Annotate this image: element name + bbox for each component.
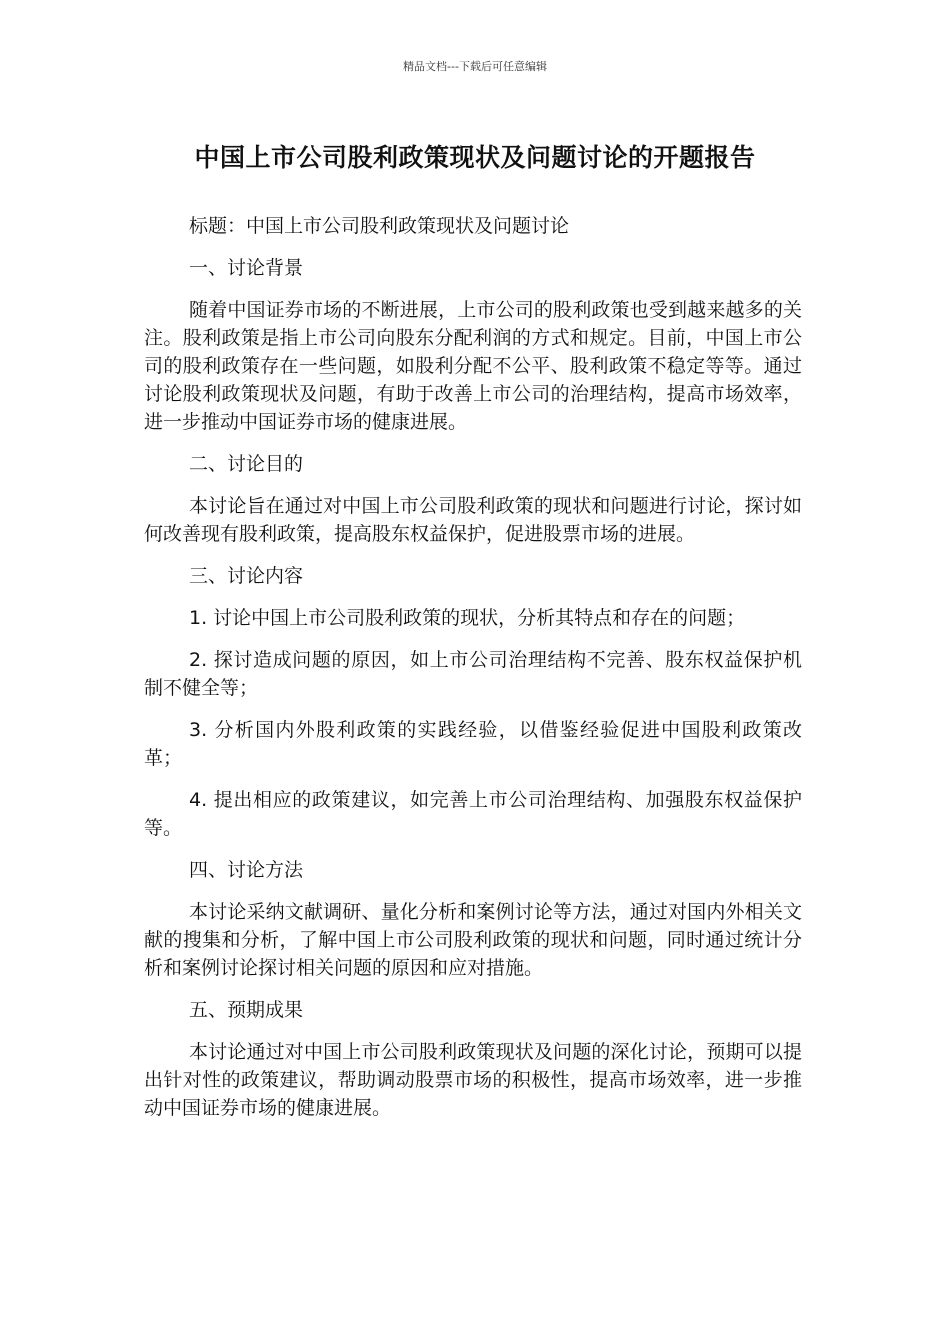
section-heading-content: 三、讨论内容 <box>189 565 304 587</box>
section-heading-purpose: 二、讨论目的 <box>189 453 304 475</box>
section-heading-outcome: 五、预期成果 <box>189 999 304 1021</box>
content-item-4: 4. 提出相应的政策建议，如完善上市公司治理结构、加强股东权益保护等。 <box>144 789 802 839</box>
subject-line: 标题：中国上市公司股利政策现状及问题讨论 <box>189 215 570 237</box>
content-item-2: 2. 探讨造成问题的原因，如上市公司治理结构不完善、股东权益保护机制不健全等； <box>144 649 802 699</box>
page-header-note: 精品文档---下载后可任意编辑 <box>403 60 547 73</box>
section-heading-background: 一、讨论背景 <box>189 257 304 279</box>
content-item-1: 1. 讨论中国上市公司股利政策的现状，分析其特点和存在的问题； <box>189 607 746 629</box>
outcome-paragraph: 本讨论通过对中国上市公司股利政策现状及问题的深化讨论，预期可以提出针对性的政策建议，帮助调动股票市场的积极性，提高市场效率，进一步推动中国证券市场的健康进展。 <box>144 1041 802 1119</box>
section-heading-method: 四、讨论方法 <box>189 859 304 881</box>
document-title: 中国上市公司股利政策现状及问题讨论的开题报告 <box>194 143 756 172</box>
purpose-paragraph: 本讨论旨在通过对中国上市公司股利政策的现状和问题进行讨论，探讨如何改善现有股利政策，提高股东权益保护，促进股票市场的进展。 <box>144 495 802 545</box>
background-paragraph: 随着中国证券市场的不断进展，上市公司的股利政策也受到越来越多的关注。股利政策是指上市公司向股东分配利润的方式和规定。目前，中国上市公司的股利政策存在一些问题，如股利分配不公平、股利政策不稳定等等。通过讨论股利政策现状及问题，有助于改善上市公司的治理结构，提高市场效率，进一步推动中国证券市场的健康进展。 <box>144 299 802 433</box>
method-paragraph: 本讨论采纳文献调研、量化分析和案例讨论等方法，通过对国内外相关文献的搜集和分析，了解中国上市公司股利政策的现状和问题，同时通过统计分析和案例讨论探讨相关问题的原因和应对措施。 <box>144 901 802 979</box>
content-item-3: 3. 分析国内外股利政策的实践经验，以借鉴经验促进中国股利政策改革； <box>144 719 802 769</box>
document-body <box>144 212 802 1136</box>
